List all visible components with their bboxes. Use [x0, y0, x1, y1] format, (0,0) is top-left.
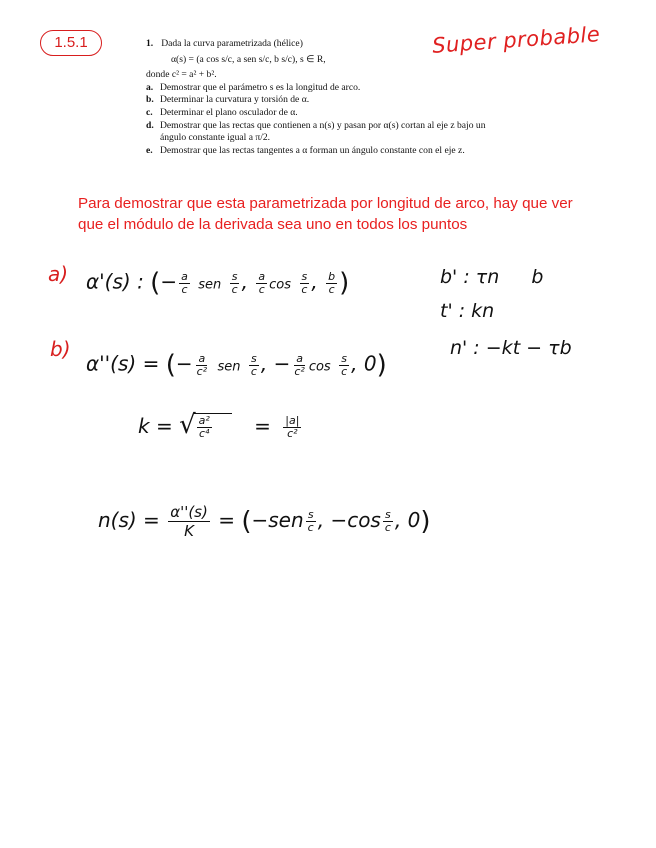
problem-where: donde c² = a² + b².	[146, 69, 217, 81]
curvature-formula: k = √ $\frac{\text{a²}}{\text{c⁴}}$ = $\frac{|a|}{\text{c²}}$	[138, 410, 300, 440]
exercise-tag: 1.5.1	[40, 30, 102, 56]
problem-statement	[146, 38, 546, 157]
frenet-n-prime: n' : −kt − τb	[450, 337, 572, 359]
part-b-label: b)	[50, 337, 71, 361]
problem-item-a: a. Demostrar que el parámetro s es la longitud de arco.	[146, 81, 361, 93]
frenet-t-prime: t' : kn	[440, 300, 495, 322]
helix-equation: α(s) = (a cos s/c, a sen s/c, b s/c), s ∈ R,	[171, 53, 326, 65]
normal-vector: n(s) = $\frac{\alpha''(s)}{K}$ = (−sen $\frac{s}{c}$ , −cos $\frac{s}{c}$ , 0)	[98, 503, 431, 540]
handwritten-note: Super probable	[431, 22, 601, 58]
arc-length-statement: Para demostrar que esta parametrizada por longitud de arco, hay que ver que el módulo de la derivada sea uno en todos los puntos	[78, 195, 573, 233]
part-a-label: a)	[48, 262, 69, 286]
alpha-second-derivative: α''(s) = (− $\frac{a}{\text{c²}}$ sen $\frac{s}{c}$ , − $\frac{a}{\text{c²}}$ cos $\frac{s}{c}$ , 0)	[86, 350, 387, 380]
problem-item-d-cont: ángulo constante igual a π/2.	[160, 132, 271, 144]
problem-item-d: d. Demostrar que las rectas que contienen a n(s) y pasan por α(s) cortan al eje z bajo un	[146, 119, 486, 131]
problem-item-b: b. Determinar la curvatura y torsión de α.	[146, 94, 310, 106]
problem-number: 1.	[146, 38, 154, 49]
problem-stem: 1. Dada la curva parametrizada (hélice)	[146, 38, 303, 49]
alpha-first-derivative: α'(s) : (− $\frac{a}{c}$ sen $\frac{s}{c}$ , $\frac{a}{c}$ cos $\frac{s}{c}$ , $\frac{b}{c}$ )	[86, 268, 350, 298]
frenet-b-prime: b' : τn b	[440, 266, 544, 288]
problem-item-e: e. Demostrar que las rectas tangentes a α forman un ángulo constante con el eje z.	[146, 144, 465, 156]
problem-item-c: c. Determinar el plano osculador de α.	[146, 106, 298, 118]
